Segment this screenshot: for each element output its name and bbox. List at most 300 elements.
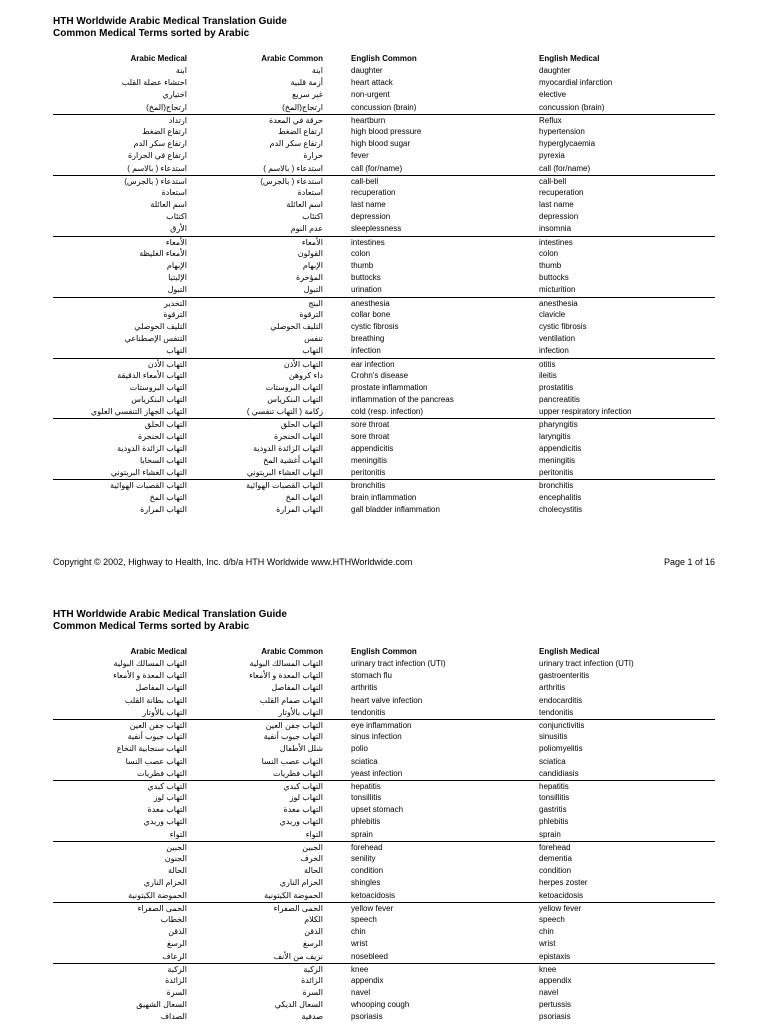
english-medical-cell: prostatitis — [539, 382, 574, 392]
table-row — [53, 309, 715, 321]
table-row — [53, 418, 715, 430]
table-row — [53, 394, 715, 406]
arabic-medical-cell: التهاب المرارة — [140, 504, 187, 514]
arabic-common-cell: استدعاء ( بالاسم ) — [263, 163, 323, 173]
table-row — [53, 199, 715, 211]
english-medical-cell: myocardial infarction — [539, 78, 613, 88]
table-row — [53, 223, 715, 235]
english-medical-cell: wrist — [539, 939, 556, 949]
arabic-common-cell: التواء — [305, 829, 323, 839]
english-medical-cell: elective — [539, 90, 567, 100]
arabic-common-cell: شلل الأطفال — [279, 744, 323, 754]
arabic-common-cell: السعال الديكي — [274, 1000, 323, 1010]
english-common-cell: collar bone — [351, 309, 391, 319]
arabic-medical-cell: التهاب معدة — [147, 805, 187, 815]
english-medical-cell: condition — [539, 866, 572, 876]
arabic-medical-cell: ارتداد — [168, 115, 187, 125]
arabic-medical-cell: الإليتيا — [168, 273, 187, 283]
arabic-medical-cell: التهاب بطانة القلب — [124, 695, 187, 705]
table-row — [53, 175, 715, 187]
english-medical-cell: laryngitis — [539, 431, 571, 441]
table-row — [53, 248, 715, 260]
arabic-common-cell: عدم النوم — [290, 224, 323, 234]
english-common-cell: appendicitis — [351, 443, 394, 453]
table-row — [53, 77, 715, 89]
table-row — [53, 272, 715, 284]
arabic-common-cell: التهاب أغشية المخ — [263, 456, 323, 465]
english-common-cell: stomach flu — [351, 671, 392, 681]
english-common-cell: heart valve infection — [351, 695, 423, 705]
table-row — [53, 743, 715, 755]
english-medical-cell: otitis — [539, 359, 556, 369]
arabic-medical-cell: الحموضة الكيتونية — [128, 890, 187, 900]
table-row — [53, 102, 715, 114]
arabic-common-cell: الكلام — [304, 914, 323, 924]
arabic-medical-cell: الرعاف — [162, 951, 187, 961]
arabic-common-cell: التهاب الحنجرة — [274, 431, 323, 441]
english-medical-cell: intestines — [539, 237, 573, 247]
table-row — [53, 431, 715, 443]
english-common-cell: heart attack — [351, 78, 393, 88]
arabic-medical-cell: التهاب عصب النسا — [125, 756, 187, 766]
arabic-medical-cell: التهاب كبدي — [147, 781, 187, 791]
arabic-medical-cell: التهاب المفاصل — [135, 683, 187, 693]
arabic-common-cell: المؤخرة — [296, 273, 323, 283]
page-number: Page 1 of 16 — [663, 557, 715, 567]
table-row — [53, 358, 715, 370]
english-common-cell: call-bell — [351, 176, 379, 186]
table-body — [53, 658, 715, 1024]
english-medical-cell: speech — [539, 914, 565, 924]
arabic-common-cell: استدعاء ( بالجرس) — [260, 176, 323, 186]
document-subtitle: Common Medical Terms sorted by Arabic — [53, 28, 250, 39]
arabic-common-cell: اسم العائلة — [286, 200, 323, 210]
english-common-cell: chin — [351, 927, 366, 937]
english-medical-cell: tonsillitis — [539, 793, 570, 803]
english-common-cell: phlebitis — [351, 817, 381, 827]
arabic-medical-cell: التهاب القصبات الهوائية — [110, 481, 187, 491]
arabic-medical-cell: ارتجاج(المخ) — [146, 102, 187, 112]
english-common-cell: recuperation — [351, 187, 396, 197]
english-medical-cell: clavicle — [539, 309, 566, 319]
arabic-common-cell: البنج — [308, 298, 323, 308]
english-common-cell: yellow fever — [351, 903, 394, 913]
arabic-medical-cell: الركبة — [167, 964, 187, 974]
arabic-medical-cell: التهاب الجهاز التنفسي العلوي — [90, 407, 187, 417]
english-medical-cell: arthritis — [539, 683, 566, 693]
english-medical-cell: meningitis — [539, 456, 576, 465]
english-common-cell: ear infection — [351, 359, 395, 369]
arabic-medical-cell: التهاب وريدي — [143, 817, 187, 827]
english-medical-cell: buttocks — [539, 273, 569, 283]
english-common-cell: upset stomach — [351, 805, 404, 815]
table-body — [53, 65, 715, 516]
arabic-common-cell: التهاب جيوب أنفية — [263, 732, 323, 742]
arabic-common-cell: الحموضة الكيتونية — [264, 890, 323, 900]
table-row — [53, 841, 715, 853]
english-medical-cell: hypertension — [539, 126, 585, 136]
english-medical-cell: epistaxis — [539, 951, 571, 961]
english-medical-cell: sinusitis — [539, 732, 568, 742]
table-row — [53, 370, 715, 382]
english-common-cell: intestines — [351, 237, 385, 247]
english-medical-cell: depression — [539, 212, 579, 222]
table-row — [53, 492, 715, 504]
arabic-common-cell: التهاب صمام القلب — [259, 695, 323, 705]
arabic-common-cell: الحالة — [304, 866, 323, 876]
table-row — [53, 926, 715, 938]
table-row — [53, 138, 715, 150]
arabic-medical-cell: التهاب لوز — [153, 793, 187, 803]
arabic-common-cell: داء كروهن — [288, 370, 323, 380]
english-common-cell: peritonitis — [351, 468, 386, 478]
english-common-cell: hepatitis — [351, 781, 381, 791]
english-medical-cell: ileitis — [539, 370, 557, 380]
arabic-common-cell: ارتفاع الضغط — [278, 126, 323, 136]
table-row — [53, 829, 715, 841]
arabic-common-cell: التهاب البنكرياس — [267, 395, 323, 405]
copyright-notice: Copyright © 2002, Highway to Health, Inc. d/b/a HTH Worldwide www.HTHWorldwide.com — [53, 557, 413, 567]
arabic-medical-cell: الأرق — [170, 224, 187, 234]
english-common-cell: forehead — [351, 842, 383, 852]
arabic-common-cell: حرارة — [303, 151, 323, 161]
arabic-common-cell: التهاب بالأوتار — [278, 707, 323, 717]
table-row — [53, 1011, 715, 1023]
arabic-medical-cell: الرسغ — [166, 939, 187, 949]
header-arabic-common: Arabic Common — [261, 54, 323, 63]
arabic-common-cell: التهاب المرارة — [276, 504, 323, 514]
arabic-medical-cell: التهاب السحايا — [139, 456, 187, 465]
arabic-common-cell: التهاب الزائدة الدودية — [253, 443, 323, 453]
english-medical-cell: bronchitis — [539, 481, 574, 491]
english-medical-cell: cystic fibrosis — [539, 321, 587, 331]
arabic-medical-cell: احتشاء عضلة القلب — [121, 78, 187, 88]
english-medical-cell: insomnia — [539, 224, 572, 234]
english-medical-cell: pertussis — [539, 1000, 572, 1010]
header-arabic-medical: Arabic Medical — [130, 647, 187, 656]
english-common-cell: cold (resp. infection) — [351, 407, 424, 417]
english-medical-cell: appendicitis — [539, 443, 582, 453]
english-medical-cell: chin — [539, 927, 554, 937]
arabic-medical-cell: التهاب الزائدة الدودية — [117, 443, 187, 453]
arabic-common-cell: التهاب — [302, 346, 323, 356]
terms-table — [53, 53, 715, 516]
arabic-common-cell: الترقوة — [299, 309, 323, 319]
header-english-common: English Common — [351, 54, 417, 63]
english-common-cell: infection — [351, 346, 381, 356]
english-common-cell: urination — [351, 285, 382, 295]
english-common-cell: psoriasis — [351, 1012, 383, 1022]
arabic-common-cell: الزائدة — [301, 975, 323, 985]
table-row — [53, 163, 715, 175]
arabic-common-cell: القولون — [297, 248, 323, 258]
arabic-common-cell: الركبة — [303, 964, 323, 974]
english-medical-cell: sciatica — [539, 756, 566, 766]
table-row — [53, 284, 715, 296]
arabic-medical-cell: استدعاء ( بالاسم ) — [127, 163, 187, 173]
table-row — [53, 504, 715, 516]
english-medical-cell: call-bell — [539, 176, 567, 186]
english-common-cell: sprain — [351, 829, 373, 839]
arabic-common-cell: التهاب جفن العين — [265, 720, 323, 730]
english-common-cell: high blood sugar — [351, 139, 411, 149]
header-english-medical: English Medical — [539, 54, 600, 63]
arabic-common-cell: غير سريع — [292, 90, 323, 100]
arabic-medical-cell: التهاب جفن العين — [129, 720, 187, 730]
english-common-cell: tonsillitis — [351, 793, 382, 803]
header-arabic-common: Arabic Common — [261, 647, 323, 656]
english-medical-cell: encephalitis — [539, 492, 582, 502]
arabic-common-cell: الإبهام — [302, 261, 323, 270]
table-header — [53, 53, 715, 65]
arabic-medical-cell: الأمعاء الغليظة — [139, 248, 187, 258]
table-header — [53, 646, 715, 658]
english-common-cell: yeast infection — [351, 768, 403, 778]
arabic-common-cell: اكتئاب — [302, 212, 323, 222]
arabic-common-cell: الجبين — [302, 842, 323, 852]
table-row — [53, 816, 715, 828]
english-common-cell: arthritis — [351, 683, 378, 693]
english-common-cell: gall bladder inflammation — [351, 504, 440, 514]
table-row — [53, 114, 715, 126]
english-common-cell: brain inflammation — [351, 492, 417, 502]
arabic-medical-cell: ارتفاع في الحرارة — [127, 151, 187, 161]
english-common-cell: knee — [351, 964, 369, 974]
english-medical-cell: cholecystitis — [539, 504, 583, 514]
table-row — [53, 902, 715, 914]
english-common-cell: wrist — [351, 939, 368, 949]
table-row — [53, 65, 715, 77]
english-common-cell: polio — [351, 744, 368, 754]
arabic-medical-cell: التهاب الأمعاء الدقيقة — [117, 370, 187, 380]
arabic-medical-cell: الإبهام — [166, 261, 187, 270]
arabic-common-cell: السرة — [302, 988, 323, 998]
english-medical-cell: daughter — [539, 66, 571, 75]
table-row — [53, 479, 715, 491]
english-common-cell: sore throat — [351, 431, 390, 441]
arabic-common-cell: التهاب الغشاء البريتوني — [246, 468, 323, 478]
arabic-common-cell: استعادة — [297, 187, 323, 197]
english-medical-cell: poliomyelitis — [539, 744, 583, 754]
arabic-medical-cell: التهاب — [166, 346, 187, 356]
arabic-common-cell: التهاب المعدة و الأمعاء — [249, 671, 323, 681]
arabic-common-cell: تنفس — [304, 334, 323, 344]
english-medical-cell: colon — [539, 248, 559, 258]
arabic-common-cell: حرقة في المعدة — [269, 115, 323, 125]
arabic-medical-cell: استدعاء ( بالجرس) — [124, 176, 187, 186]
english-common-cell: sciatica — [351, 756, 378, 766]
arabic-common-cell: الحمى الصفراء — [273, 903, 323, 913]
table-row — [53, 187, 715, 199]
arabic-common-cell: ابنة — [311, 66, 323, 75]
arabic-medical-cell: اسم العائلة — [150, 200, 187, 210]
english-common-cell: appendix — [351, 975, 384, 985]
arabic-common-cell: التهاب وريدي — [279, 817, 323, 827]
arabic-common-cell: الحزام الناري — [279, 878, 323, 888]
english-common-cell: thumb — [351, 261, 374, 270]
arabic-common-cell: ارتجاج(المخ) — [282, 102, 323, 112]
table-row — [53, 443, 715, 455]
english-common-cell: prostate inflammation — [351, 382, 428, 392]
english-medical-cell: knee — [539, 964, 557, 974]
english-common-cell: sleeplessness — [351, 224, 402, 234]
arabic-medical-cell: التهاب الغشاء البريتوني — [110, 468, 187, 478]
arabic-medical-cell: اكتئاب — [166, 212, 187, 222]
arabic-common-cell: نزيف من الأنف — [273, 951, 323, 961]
table-row — [53, 455, 715, 467]
arabic-common-cell: التهاب عصب النسا — [261, 756, 323, 766]
table-row — [53, 804, 715, 816]
terms-table — [53, 646, 715, 1024]
arabic-medical-cell: الحالة — [168, 866, 187, 876]
table-row — [53, 150, 715, 162]
arabic-medical-cell: التهاب الأذن — [147, 359, 187, 369]
english-common-cell: sore throat — [351, 420, 390, 430]
table-row — [53, 756, 715, 768]
table-row — [53, 236, 715, 248]
english-common-cell: high blood pressure — [351, 126, 422, 136]
english-medical-cell: concussion (brain) — [539, 102, 605, 112]
table-row — [53, 126, 715, 138]
arabic-medical-cell: ارتفاع الضغط — [142, 126, 187, 136]
english-common-cell: eye inflammation — [351, 720, 412, 730]
english-medical-cell: navel — [539, 988, 559, 998]
table-row — [53, 670, 715, 682]
arabic-medical-cell: التنفس الإصطناعي — [124, 334, 187, 344]
arabic-medical-cell: التهاب المعدة و الأمعاء — [113, 671, 187, 681]
arabic-common-cell: الخرف — [300, 854, 323, 863]
english-medical-cell: conjunctivitis — [539, 720, 585, 730]
arabic-common-cell: التبول — [303, 285, 323, 295]
english-common-cell: ketoacidosis — [351, 890, 396, 900]
english-medical-cell: Reflux — [539, 115, 562, 125]
english-medical-cell: appendix — [539, 975, 572, 985]
table-row — [53, 297, 715, 309]
english-common-cell: sinus infection — [351, 732, 402, 742]
table-row — [53, 682, 715, 694]
english-common-cell: speech — [351, 914, 377, 924]
arabic-common-cell: صدفية — [301, 1012, 323, 1022]
arabic-medical-cell: اختياري — [162, 90, 187, 100]
arabic-medical-cell: التليف الحوصلي — [134, 321, 187, 331]
arabic-medical-cell: الجبين — [166, 842, 187, 852]
table-row — [53, 658, 715, 670]
english-common-cell: senility — [351, 854, 376, 863]
table-row — [53, 467, 715, 479]
english-medical-cell: upper respiratory infection — [539, 407, 632, 417]
english-medical-cell: micturition — [539, 285, 576, 295]
arabic-common-cell: التهاب فطريات — [273, 768, 323, 778]
arabic-medical-cell: التهاب سنجابية النخاع — [116, 744, 187, 754]
arabic-common-cell: التهاب المفاصل — [271, 683, 323, 693]
arabic-medical-cell: ابنة — [175, 66, 187, 75]
english-common-cell: whooping cough — [351, 1000, 410, 1010]
page-footer — [53, 555, 715, 569]
arabic-medical-cell: التهاب البنكرياس — [131, 395, 187, 405]
english-common-cell: shingles — [351, 878, 381, 888]
arabic-medical-cell: السرة — [166, 988, 187, 998]
document-title: HTH Worldwide Arabic Medical Translation Guide — [53, 609, 287, 620]
english-medical-cell: phlebitis — [539, 817, 569, 827]
table-row — [53, 260, 715, 272]
english-common-cell: buttocks — [351, 273, 381, 283]
arabic-common-cell: الأمعاء — [301, 237, 323, 247]
arabic-medical-cell: التخدير — [163, 298, 187, 308]
english-common-cell: anesthesia — [351, 298, 390, 308]
table-row — [53, 695, 715, 707]
english-medical-cell: gastroenteritis — [539, 671, 590, 681]
arabic-common-cell: التهاب الحلق — [280, 420, 323, 430]
table-row — [53, 963, 715, 975]
arabic-medical-cell: الجنون — [164, 854, 187, 863]
english-common-cell: nosebleed — [351, 951, 388, 961]
english-common-cell: breathing — [351, 334, 385, 344]
english-common-cell: call (for/name) — [351, 163, 403, 173]
english-medical-cell: pharyngitis — [539, 420, 578, 430]
arabic-common-cell: التهاب البروستات — [265, 382, 323, 392]
table-row — [53, 865, 715, 877]
english-medical-cell: infection — [539, 346, 569, 356]
arabic-common-cell: التهاب الأذن — [283, 359, 323, 369]
english-common-cell: fever — [351, 151, 369, 161]
english-medical-cell: pyrexia — [539, 151, 565, 161]
arabic-medical-cell: التهاب فطريات — [137, 768, 187, 778]
arabic-common-cell: التهاب معدة — [283, 805, 323, 815]
table-row — [53, 89, 715, 101]
english-medical-cell: ventilation — [539, 334, 576, 344]
english-medical-cell: call (for/name) — [539, 163, 591, 173]
english-common-cell: depression — [351, 212, 391, 222]
header-english-common: English Common — [351, 647, 417, 656]
arabic-medical-cell: الحمى الصفراء — [137, 903, 187, 913]
english-common-cell: tendonitis — [351, 707, 386, 717]
english-medical-cell: endocarditis — [539, 695, 583, 705]
english-common-cell: non-urgent — [351, 90, 390, 100]
english-common-cell: bronchitis — [351, 481, 386, 491]
arabic-common-cell: التهاب المخ — [285, 492, 323, 502]
english-medical-cell: urinary tract infection (UTI) — [539, 659, 634, 668]
table-row — [53, 853, 715, 865]
english-common-cell: navel — [351, 988, 371, 998]
arabic-medical-cell: التهاب المسالك البولية — [113, 659, 187, 668]
arabic-common-cell: التهاب القصبات الهوائية — [246, 481, 323, 491]
english-medical-cell: herpes zoster — [539, 878, 588, 888]
arabic-medical-cell: الذقن — [168, 927, 187, 937]
arabic-medical-cell: السعال الشهيق — [136, 1000, 187, 1010]
table-row — [53, 792, 715, 804]
arabic-common-cell: التهاب كبدي — [283, 781, 323, 791]
english-common-cell: condition — [351, 866, 384, 876]
table-row — [53, 382, 715, 394]
table-row — [53, 333, 715, 345]
english-common-cell: heartburn — [351, 115, 386, 125]
arabic-common-cell: الذقن — [304, 927, 323, 937]
header-arabic-medical: Arabic Medical — [130, 54, 187, 63]
arabic-common-cell: التهاب لوز — [289, 793, 323, 803]
arabic-medical-cell: التهاب الحنجرة — [138, 431, 187, 441]
table-row — [53, 211, 715, 223]
table-row — [53, 780, 715, 792]
table-row — [53, 951, 715, 963]
english-medical-cell: last name — [539, 200, 574, 210]
arabic-medical-cell: التهاب جيوب أنفية — [127, 732, 187, 742]
english-medical-cell: psoriasis — [539, 1012, 571, 1022]
table-row — [53, 890, 715, 902]
english-medical-cell: hyperglycaemia — [539, 139, 596, 149]
table-row — [53, 877, 715, 889]
arabic-common-cell: التهاب المسالك البولية — [249, 659, 323, 668]
table-row — [53, 345, 715, 357]
